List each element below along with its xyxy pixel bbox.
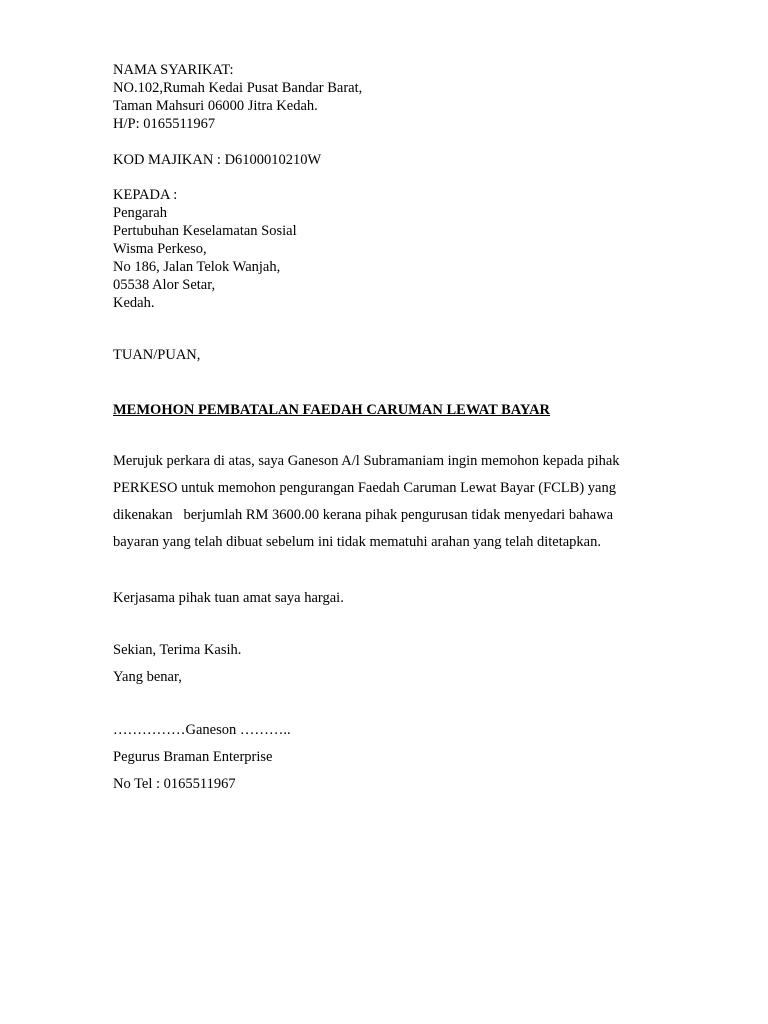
signature-line: ……………Ganeson ………..: [113, 722, 291, 738]
recipient-line: 05538 Alor Setar,: [113, 277, 216, 293]
salutation: TUAN/PUAN,: [113, 347, 201, 363]
salutation-block: [113, 346, 713, 364]
subject-block: [113, 401, 713, 419]
closing-block: [113, 637, 673, 691]
closing-sincerely: Yang benar,: [113, 669, 182, 685]
employer-code: KOD MAJIKAN : D6100010210W: [113, 152, 322, 168]
body-paragraph: [113, 448, 673, 556]
body-line: Merujuk perkara di atas, saya Ganeson A/l Subramaniam ingin memohon kepada pihak: [113, 453, 620, 469]
signature-phone: No Tel : 0165511967: [113, 776, 236, 792]
signature-title: Pegurus Braman Enterprise: [113, 749, 273, 765]
appreciation-text: Kerjasama pihak tuan amat saya hargai.: [113, 590, 344, 606]
recipient-line: Pengarah: [113, 205, 167, 221]
recipient-line: Kedah.: [113, 295, 155, 311]
company-address-line-1: NO.102,Rumah Kedai Pusat Bandar Barat,: [113, 80, 363, 96]
appreciation-block: [113, 589, 713, 607]
employer-code-block: [113, 151, 713, 169]
recipient-line: Wisma Perkeso,: [113, 241, 207, 257]
closing-thanks: Sekian, Terima Kasih.: [113, 642, 242, 658]
recipient-block: [113, 186, 713, 312]
body-line: bayaran yang telah dibuat sebelum ini tidak mematuhi arahan yang telah ditetapkan.: [113, 534, 601, 550]
company-name-label: NAMA SYARIKAT:: [113, 62, 234, 78]
recipient-line: Pertubuhan Keselamatan Sosial: [113, 223, 297, 239]
signature-block: [113, 717, 673, 798]
company-address-line-2: Taman Mahsuri 06000 Jitra Kedah.: [113, 98, 318, 114]
body-line: PERKESO untuk memohon pengurangan Faedah Caruman Lewat Bayar (FCLB) yang: [113, 480, 616, 496]
company-header: [113, 61, 713, 133]
company-phone: H/P: 0165511967: [113, 116, 216, 132]
recipient-label: KEPADA :: [113, 187, 178, 203]
recipient-line: No 186, Jalan Telok Wanjah,: [113, 259, 281, 275]
letter-subject: MEMOHON PEMBATALAN FAEDAH CARUMAN LEWAT BAYAR: [113, 402, 551, 418]
body-line: dikenakan berjumlah RM 3600.00 kerana pihak pengurusan tidak menyedari bahawa: [113, 507, 614, 523]
